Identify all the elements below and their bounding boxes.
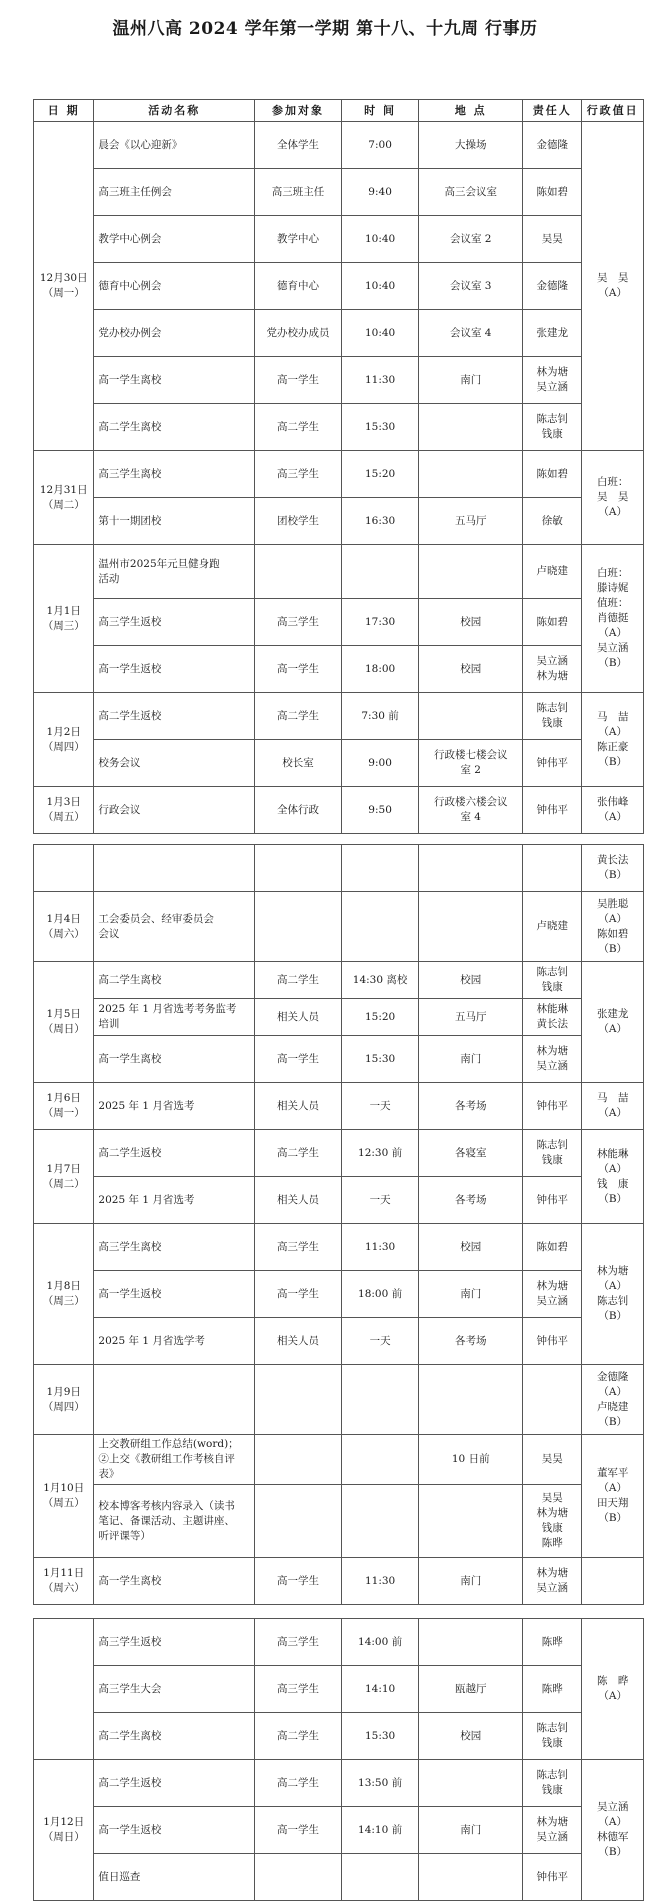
target-cell [255,1485,342,1558]
table-row [34,1760,644,1807]
place-cell: 校园 [419,1713,523,1760]
activity-cell: 高一学生离校 [94,1036,255,1083]
target-cell [255,892,342,962]
place-cell [419,1760,523,1807]
activity-cell: 第十一期团校 [94,498,255,545]
person-cell: 陈晔 [523,1666,582,1713]
time-cell [341,545,419,599]
person-cell: 金德隆 [523,122,582,169]
person-cell: 陈晔 [523,1619,582,1666]
person-cell: 林为塘 吴立涵 [523,1807,582,1854]
table-row [34,1435,644,1485]
place-cell: 行政楼七楼会议 室 2 [419,740,523,787]
time-cell: 13:50 前 [341,1760,419,1807]
activity-cell: 2025 年 1 月省选考考务监考 培训 [94,999,255,1036]
person-cell: 陈如碧 [523,599,582,646]
duty-cell: 陈 晔 （A） [582,1619,644,1760]
date-cell: 12月30日 （周一） [34,122,94,451]
date-cell: 12月31日 （周二） [34,451,94,545]
time-cell [341,845,419,892]
person-cell: 林能琳 黄长法 [523,999,582,1036]
activity-cell: 2025 年 1 月省选考 [94,1083,255,1130]
activity-cell: 校务会议 [94,740,255,787]
time-cell: 15:20 [341,999,419,1036]
person-cell: 卢晓建 [523,545,582,599]
table-row [34,693,644,740]
place-cell: 瓯越厅 [419,1666,523,1713]
column-header: 日 期 [34,100,94,122]
calendar-table-part-1 [33,99,644,834]
time-cell: 9:40 [341,169,419,216]
column-header: 责任人 [523,100,582,122]
activity-cell: 高二学生返校 [94,693,255,740]
target-cell: 高三学生 [255,599,342,646]
person-cell: 陈如碧 [523,451,582,498]
duty-cell [582,1558,644,1605]
person-cell: 钟伟平 [523,1854,582,1901]
table-row [34,404,644,451]
table-row [34,1713,644,1760]
time-cell: 14:00 前 [341,1619,419,1666]
activity-cell: 2025 年 1 月省选考 [94,1177,255,1224]
person-cell: 钟伟平 [523,787,582,834]
duty-cell: 张伟峰 （A） [582,787,644,834]
person-cell: 陈如碧 [523,1224,582,1271]
duty-cell: 金德隆 （A） 卢晓建 （B） [582,1365,644,1435]
person-cell: 吴昊 [523,1435,582,1485]
time-cell: 15:20 [341,451,419,498]
table-row [34,451,644,498]
place-cell: 南门 [419,1807,523,1854]
date-cell: 1月4日 （周六） [34,892,94,962]
table-row [34,599,644,646]
column-header: 活动名称 [94,100,255,122]
place-cell [419,693,523,740]
table-row [34,1485,644,1558]
place-cell [419,1854,523,1901]
person-cell: 林为塘 吴立涵 [523,1558,582,1605]
table-row [34,1177,644,1224]
duty-cell: 张建龙 （A） [582,962,644,1083]
target-cell: 全体学生 [255,122,342,169]
table-row [34,1130,644,1177]
time-cell: 11:30 [341,1224,419,1271]
person-cell: 陈如碧 [523,169,582,216]
place-cell [419,1619,523,1666]
time-cell: 7:00 [341,122,419,169]
target-cell: 党办校办成员 [255,310,342,357]
target-cell: 团校学生 [255,498,342,545]
activity-cell: 行政会议 [94,787,255,834]
person-cell: 林为塘 吴立涵 [523,357,582,404]
place-cell: 大操场 [419,122,523,169]
date-cell: 1月3日 （周五） [34,787,94,834]
target-cell: 德育中心 [255,263,342,310]
date-cell: 1月5日 （周日） [34,962,94,1083]
place-cell [419,404,523,451]
target-cell: 高一学生 [255,1036,342,1083]
activity-cell: 高一学生返校 [94,646,255,693]
target-cell: 高三学生 [255,451,342,498]
person-cell: 陈志钊 钱康 [523,404,582,451]
activity-cell: 高一学生离校 [94,1558,255,1605]
target-cell: 高一学生 [255,357,342,404]
table-row [34,999,644,1036]
target-cell: 全体行政 [255,787,342,834]
target-cell: 高三学生 [255,1224,342,1271]
activity-cell: 晨会《以心迎新》 [94,122,255,169]
table-row [34,1666,644,1713]
table-row [34,845,644,892]
target-cell [255,545,342,599]
time-cell [341,1365,419,1435]
activity-cell: 工会委员会、经审委员会 会议 [94,892,255,962]
person-cell: 钟伟平 [523,1177,582,1224]
target-cell [255,1365,342,1435]
table-row [34,122,644,169]
time-cell: 16:30 [341,498,419,545]
target-cell: 高一学生 [255,1271,342,1318]
activity-cell: 高二学生离校 [94,962,255,999]
activity-cell: 教学中心例会 [94,216,255,263]
page-title: 温州八高 2024 学年第一学期 第十八、十九周 行事历 [112,19,538,39]
target-cell: 高二学生 [255,1713,342,1760]
activity-cell: 高三学生返校 [94,1619,255,1666]
activity-cell: 德育中心例会 [94,263,255,310]
table-row [34,1807,644,1854]
place-cell: 10 日前 [419,1435,523,1485]
time-cell: 14:10 前 [341,1807,419,1854]
target-cell [255,1435,342,1485]
person-cell: 陈志钊 钱康 [523,693,582,740]
activity-cell: 高二学生返校 [94,1130,255,1177]
time-cell: 11:30 [341,1558,419,1605]
person-cell: 陈志钊 钱康 [523,962,582,999]
table-row [34,1271,644,1318]
column-header: 参加对象 [255,100,342,122]
person-cell: 陈志钊 钱康 [523,1130,582,1177]
target-cell: 高三学生 [255,1619,342,1666]
calendar-table-part-3 [33,1618,644,1901]
person-cell: 吴立涵 林为塘 [523,646,582,693]
person-cell: 钟伟平 [523,1318,582,1365]
time-cell: 12:30 前 [341,1130,419,1177]
table-row [34,1224,644,1271]
activity-cell: 高二学生返校 [94,1760,255,1807]
place-cell: 各考场 [419,1083,523,1130]
table-row [34,545,644,599]
place-cell [419,545,523,599]
time-cell: 10:40 [341,216,419,263]
activity-cell: 校本博客考核内容录入（读书 笔记、备课活动、主题讲座、 听评课等） [94,1485,255,1558]
person-cell: 陈志钊 钱康 [523,1713,582,1760]
time-cell [341,892,419,962]
activity-cell: 温州市2025年元旦健身跑 活动 [94,545,255,599]
duty-cell: 吴 昊 （A） [582,122,644,451]
table-row [34,310,644,357]
place-cell: 高三会议室 [419,169,523,216]
place-cell: 五马厅 [419,498,523,545]
place-cell: 校园 [419,599,523,646]
time-cell: 10:40 [341,263,419,310]
table-row [34,1558,644,1605]
target-cell: 高二学生 [255,693,342,740]
activity-cell: 2025 年 1 月省选学考 [94,1318,255,1365]
place-cell: 会议室 3 [419,263,523,310]
table-header-row [34,100,644,122]
person-cell: 卢晓建 [523,892,582,962]
table-row [34,646,644,693]
date-cell: 1月10日 （周五） [34,1435,94,1558]
person-cell: 钟伟平 [523,1083,582,1130]
place-cell: 行政楼六楼会议 室 4 [419,787,523,834]
time-cell: 15:30 [341,1036,419,1083]
time-cell: 14:30 离校 [341,962,419,999]
duty-cell: 马 喆 （A） [582,1083,644,1130]
place-cell: 校园 [419,962,523,999]
target-cell: 教学中心 [255,216,342,263]
person-cell [523,1365,582,1435]
time-cell: 10:40 [341,310,419,357]
person-cell [523,845,582,892]
time-cell: 18:00 [341,646,419,693]
target-cell: 相关人员 [255,1083,342,1130]
target-cell: 校长室 [255,740,342,787]
person-cell: 吴昊 林为塘 钱康 陈晔 [523,1485,582,1558]
duty-cell: 董军平 （A） 田天翔 （B） [582,1435,644,1558]
person-cell: 林为塘 吴立涵 [523,1036,582,1083]
duty-cell: 林为塘 （A） 陈志钊 （B） [582,1224,644,1365]
column-header: 时 间 [341,100,419,122]
place-cell: 南门 [419,1271,523,1318]
date-cell: 1月7日 （周二） [34,1130,94,1224]
column-header: 行政值日 [582,100,644,122]
place-cell: 各寝室 [419,1130,523,1177]
place-cell: 各考场 [419,1177,523,1224]
date-cell: 1月12日 （周日） [34,1760,94,1901]
duty-cell: 白班： 滕诗娓 值班： 肖德挺 （A） 吴立涵 （B） [582,545,644,693]
place-cell [419,451,523,498]
time-cell [341,1854,419,1901]
column-header: 地 点 [419,100,523,122]
target-cell: 高三班主任 [255,169,342,216]
time-cell: 15:30 [341,404,419,451]
place-cell: 五马厅 [419,999,523,1036]
place-cell [419,1365,523,1435]
table-row [34,1854,644,1901]
person-cell: 钟伟平 [523,740,582,787]
activity-cell: 高二学生离校 [94,1713,255,1760]
duty-cell: 林能琳 （A） 钱 康 （B） [582,1130,644,1224]
table-row [34,962,644,999]
activity-cell: 党办校办例会 [94,310,255,357]
place-cell: 校园 [419,646,523,693]
target-cell: 高一学生 [255,1807,342,1854]
target-cell: 高二学生 [255,404,342,451]
place-cell: 会议室 4 [419,310,523,357]
duty-cell: 吴立涵 （A） 林德军 （B） [582,1760,644,1901]
target-cell: 相关人员 [255,999,342,1036]
activity-cell: 高一学生返校 [94,1807,255,1854]
activity-cell: 高一学生返校 [94,1271,255,1318]
time-cell: 18:00 前 [341,1271,419,1318]
date-cell: 1月6日 （周一） [34,1083,94,1130]
time-cell: 17:30 [341,599,419,646]
duty-cell: 吴胜聪 （A） 陈如碧 （B） [582,892,644,962]
target-cell: 高三学生 [255,1666,342,1713]
time-cell: 9:50 [341,787,419,834]
activity-cell: 高三班主任例会 [94,169,255,216]
activity-cell: 高一学生离校 [94,357,255,404]
duty-cell: 马 喆 （A） 陈正豪 （B） [582,693,644,787]
activity-cell: 值日巡查 [94,1854,255,1901]
table-row [34,1036,644,1083]
activity-cell [94,1365,255,1435]
table-row [34,216,644,263]
time-cell: 一天 [341,1177,419,1224]
activity-cell: 高三学生离校 [94,451,255,498]
date-cell: 1月2日 （周四） [34,693,94,787]
place-cell: 南门 [419,1036,523,1083]
table-row [34,1083,644,1130]
date-cell [34,845,94,892]
time-cell: 一天 [341,1083,419,1130]
person-cell: 张建龙 [523,310,582,357]
table-row [34,892,644,962]
place-cell: 南门 [419,357,523,404]
target-cell: 高一学生 [255,1558,342,1605]
time-cell: 7:30 前 [341,693,419,740]
table-row [34,740,644,787]
person-cell: 吴昊 [523,216,582,263]
target-cell: 相关人员 [255,1177,342,1224]
table-row [34,1619,644,1666]
time-cell: 14:10 [341,1666,419,1713]
person-cell: 陈志钊 钱康 [523,1760,582,1807]
target-cell: 高二学生 [255,1130,342,1177]
place-cell [419,1485,523,1558]
date-cell [34,1619,94,1760]
date-cell: 1月11日 （周六） [34,1558,94,1605]
table-row [34,498,644,545]
time-cell: 9:00 [341,740,419,787]
target-cell [255,1854,342,1901]
activity-cell: 上交教研组工作总结(word)； ②上交《教研组工作考核自评 表》 [94,1435,255,1485]
table-row [34,787,644,834]
table-row [34,357,644,404]
target-cell [255,845,342,892]
table-row [34,1365,644,1435]
date-cell: 1月1日 （周三） [34,545,94,693]
target-cell: 高二学生 [255,1760,342,1807]
time-cell: 11:30 [341,357,419,404]
duty-cell: 黄长法 （B） [582,845,644,892]
activity-cell [94,845,255,892]
target-cell: 相关人员 [255,1318,342,1365]
activity-cell: 高三学生返校 [94,599,255,646]
place-cell: 会议室 2 [419,216,523,263]
place-cell: 各考场 [419,1318,523,1365]
time-cell [341,1485,419,1558]
place-cell: 南门 [419,1558,523,1605]
person-cell: 徐敏 [523,498,582,545]
place-cell [419,892,523,962]
table-row [34,1318,644,1365]
target-cell: 高二学生 [255,962,342,999]
table-row [34,263,644,310]
calendar-table-part-2 [33,844,644,1605]
activity-cell: 高二学生离校 [94,404,255,451]
target-cell: 高一学生 [255,646,342,693]
time-cell: 一天 [341,1318,419,1365]
date-cell: 1月9日 （周四） [34,1365,94,1435]
time-cell: 15:30 [341,1713,419,1760]
activity-cell: 高三学生大会 [94,1666,255,1713]
activity-cell: 高三学生离校 [94,1224,255,1271]
table-row [34,169,644,216]
duty-cell: 白班： 吴 昊 （A） [582,451,644,545]
date-cell: 1月8日 （周三） [34,1224,94,1365]
place-cell [419,845,523,892]
person-cell: 金德隆 [523,263,582,310]
time-cell [341,1435,419,1485]
person-cell: 林为塘 吴立涵 [523,1271,582,1318]
place-cell: 校园 [419,1224,523,1271]
